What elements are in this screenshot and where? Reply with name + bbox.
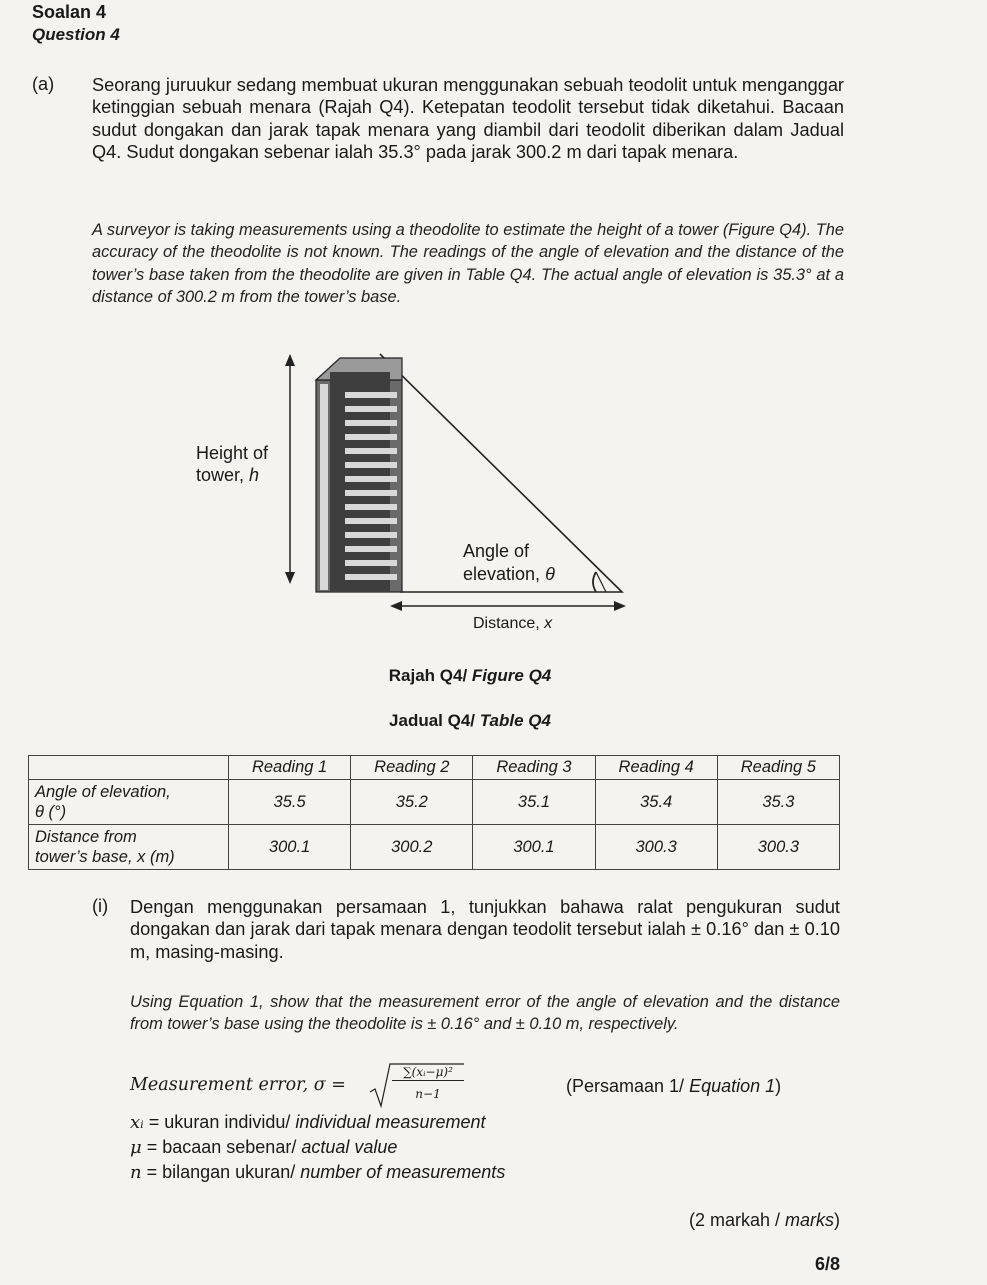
tower-building xyxy=(316,358,402,592)
angle-cell: 35.1 xyxy=(473,780,595,825)
header-cell: Reading 5 xyxy=(717,756,839,780)
row-label-angle: Angle of elevation, θ (°) xyxy=(29,780,229,825)
definition-xi: xᵢ = ukuran individu/ individual measurement xyxy=(130,1112,486,1133)
table-row-angle xyxy=(29,780,840,825)
equation-lhs: Measurement error, σ = xyxy=(130,1075,346,1095)
part-a-label: (a) xyxy=(32,74,55,94)
distance-arrow-left xyxy=(390,601,402,611)
angle-cell: 35.2 xyxy=(351,780,473,825)
height-arrow-top xyxy=(285,354,295,366)
part-i-text-en: Using Equation 1, show that the measurement error of the angle of elevation and the distance from tower’s base using the theodolite is ± 0.16° and ± 0.10 m, respectively. xyxy=(130,993,840,1034)
table-row-distance xyxy=(29,825,840,870)
table-corner-cell xyxy=(29,756,229,780)
table-header-row xyxy=(29,756,840,780)
table-caption: Jadual Q4/ Table Q4 xyxy=(389,711,551,730)
part-a-text-ms: Seorang juruukur sedang membuat ukuran menggunakan sebuah teodolit untuk menganggar ketinggian sebuah menara (Rajah Q4). Ketepatan teodolit tersebut tidak diketahui. Bacaan sudut dongakan dan jarak tapak menara yang diambil dari teodolit diberikan dalam Jadual Q4. Sudut dongakan sebenar ialah 35.3° pada jarak 300.2 m dari tapak menara. xyxy=(92,75,844,163)
readings-table xyxy=(28,755,840,870)
marks-label: (2 markah / marks) xyxy=(688,1210,840,1230)
header-cell: Reading 3 xyxy=(473,756,595,780)
angle-arc xyxy=(593,572,596,592)
height-label: Height of tower, h xyxy=(196,443,269,485)
row-label-distance: Distance from tower’s base, x (m) xyxy=(29,825,229,870)
part-i-text-ms: Dengan menggunakan persamaan 1, tunjukkan bahawa ralat pengukuran sudut dongakan dan jarak dari tapak menara dengan teodolit tersebut ialah ± 0.16° dan ± 0.10 m, masing-masing. xyxy=(130,897,840,962)
distance-cell: 300.3 xyxy=(717,825,839,870)
header-cell: Reading 4 xyxy=(595,756,717,780)
header-cell: Reading 1 xyxy=(229,756,351,780)
definition-n: n = bilangan ukuran/ number of measurements xyxy=(130,1162,506,1183)
height-arrow-bottom xyxy=(285,572,295,584)
angle-cell: 35.3 xyxy=(717,780,839,825)
equation-reference: (Persamaan 1/ Equation 1) xyxy=(566,1076,782,1096)
tower-figure xyxy=(180,340,650,640)
angle-cell: 35.4 xyxy=(595,780,717,825)
header-cell: Reading 2 xyxy=(351,756,473,780)
equation-denominator: n−1 xyxy=(415,1087,441,1101)
distance-cell: 300.2 xyxy=(351,825,473,870)
distance-cell: 300.3 xyxy=(595,825,717,870)
angle-cell: 35.5 xyxy=(229,780,351,825)
distance-arrow-right xyxy=(614,601,626,611)
question-heading-en: Question 4 xyxy=(32,25,120,44)
part-i-label: (i) xyxy=(92,896,109,916)
definition-mu: μ = bacaan sebenar/ actual value xyxy=(130,1137,398,1158)
angle-label: Angle of elevation, θ xyxy=(463,541,555,584)
distance-label: Distance, x xyxy=(473,615,553,632)
figure-caption: Rajah Q4/ Figure Q4 xyxy=(388,666,552,685)
distance-cell: 300.1 xyxy=(229,825,351,870)
distance-cell: 300.1 xyxy=(473,825,595,870)
question-heading-ms: Soalan 4 xyxy=(32,2,107,22)
part-a-text-en: A surveyor is taking measurements using a theodolite to estimate the height of a tower (Figure Q4). The accuracy of the theodolite is not known. The readings of the angle of elevation and the distance of the tower’s base taken from the theodolite are given in Table Q4. The actual angle of elevation is 35.3° at a distance of 300.2 m from the tower’s base. xyxy=(92,221,844,307)
equation-numerator: ∑(xᵢ−μ)² xyxy=(392,1065,464,1081)
page-number: 6/8 xyxy=(814,1254,840,1274)
